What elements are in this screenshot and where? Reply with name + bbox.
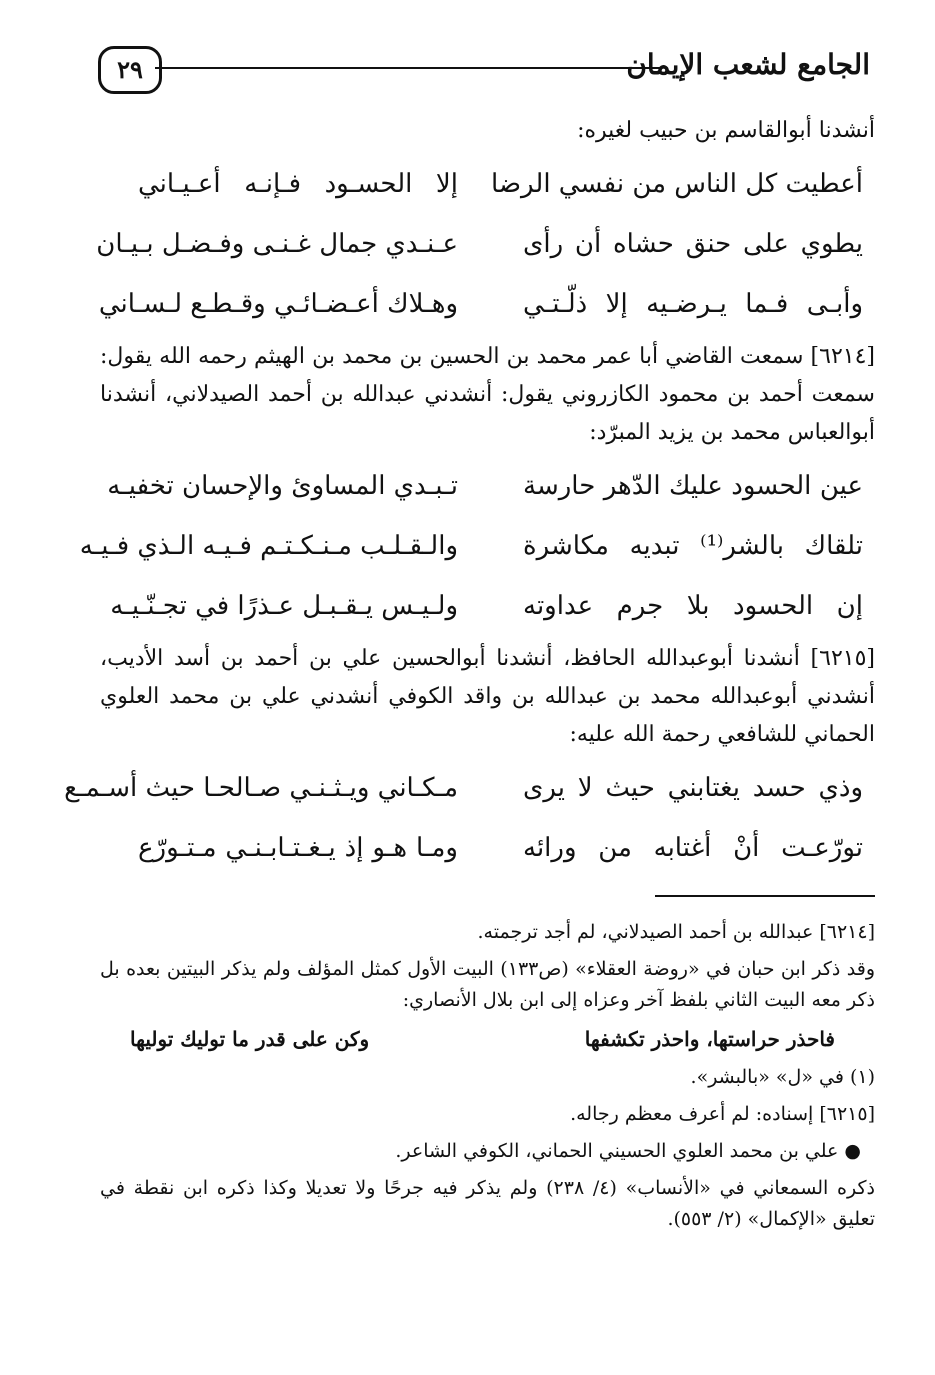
hemistich-second: ومـا هـو إذ يـغـتـابـنـي مـتـورّع [138, 833, 458, 863]
paragraph-6215: [٦٢١٥] أنشدنا أبوعبدالله الحافظ، أنشدنا أبوالحسين علي بن أحمد بن أسد الأديب، أنشدني أبوعبدالله محمد بن عبدالله بن واقد الكوفي أنشدني علي بن محمد العلوي الحماني للشافعي رحمة الله عليه: [100, 646, 875, 747]
footnote-6215-c: ذكره السمعاني في «الأنساب» (٤/ ٢٣٨) ولم يذكر فيه جرحًا ولا تعديلا وكذا ذكره ابن نقطة في تعليق «الإكمال» (٢/ ٥٥٣). [100, 1177, 875, 1230]
hemistich-second: عـنـدي جمال غـنـى وفـضـل بـيـان [96, 229, 458, 259]
footnote-verse [100, 1022, 875, 1056]
hemistich-second: وهـلاك أعـضـائـي وقـطـع لـسـاني [98, 289, 458, 319]
verse [64, 758, 875, 818]
hemistich-first: أعطيت كل الناس من نفسي الرضا [491, 169, 863, 199]
hemistich-second: وكن على قدر ما توليك توليها [130, 1027, 370, 1051]
header-rule [155, 67, 660, 69]
hemistich-second: والـقـلـب مـنـكـتـم فـيـه الـذي فـيـه [79, 531, 458, 561]
footnote-6215-a: [٦٢١٥] إسناده: لم أعرف معظم رجاله. [570, 1103, 875, 1125]
footnote-6214-a: [٦٢١٤] عبدالله بن أحمد الصيدلاني، لم أجد ترجمته. [477, 921, 875, 943]
footnote-1: (١) في «ل» «بالبشر». [690, 1066, 875, 1088]
poem-1 [96, 154, 875, 334]
footnote-6214-b: وقد ذكر ابن حبان في «روضة العقلاء» (ص١٣٣) البيت الأول كمثل المؤلف ولم يذكر البيتين بعده بل ذكر معه البيت الثاني بلفظ آخر وعزاه إلى ابن بلال الأنصاري: [100, 958, 875, 1011]
page-number-badge: ٢٩ [98, 46, 162, 94]
hemistich-first: إن الحسود بلا جرم عداوته [523, 591, 863, 621]
hemistich-first: تلقاك بالشر⁽¹⁾ تبديه مكاشرة [523, 531, 864, 561]
intro-line: أنشدنا أبوالقاسم بن حبيب لغيره: [577, 118, 875, 143]
verse [79, 516, 875, 576]
hemistich-first: وأبـى فـما يـرضـيه إلا ذلّـتـي [523, 289, 863, 319]
hemistich-first: عين الحسود عليك الدّهر حارسة [523, 471, 863, 501]
main-text [64, 112, 875, 882]
hemistich-second: تـبـدي المساوئ والإحسان تخفيـه [107, 471, 458, 501]
hemistich-second: إلا الحسـود فـإنـه أعـيـاني [138, 169, 458, 199]
verse [100, 154, 875, 214]
hemistich-second: ولـيـس يـقـبـل عـذرًا في تجـنّـيـه [110, 591, 458, 621]
verse [100, 576, 875, 636]
footnotes [100, 895, 875, 1241]
running-title: الجامع لشعب الإيمان [626, 48, 870, 81]
hemistich-first: تورّعـت أنْ أغتابه من ورائه [523, 833, 863, 863]
verse [100, 456, 875, 516]
hemistich-first: فاحذر حراستها، واحذر تكشفها [584, 1027, 835, 1051]
hemistich-first: يطوي على حنق حشاه أن رأى [523, 229, 863, 259]
footnote-rule [655, 895, 875, 897]
hemistich-first: وذي حسد يغتابني حيث لا يرى [523, 773, 863, 803]
page-header [95, 40, 870, 106]
hemistich-second: مـكـاني ويـثـنـي صـالحـا حيث أسـمـع [64, 773, 458, 803]
verse [100, 818, 875, 878]
verse [100, 274, 875, 334]
verse [96, 214, 875, 274]
poem-3 [64, 758, 875, 878]
footnote-6215-b: ● علي بن محمد العلوي الحسيني الحماني، الكوفي الشاعر. [395, 1140, 861, 1162]
poem-2 [79, 456, 875, 636]
paragraph-6214: [٦٢١٤] سمعت القاضي أبا عمر محمد بن الحسين بن محمد بن الهيثم رحمه الله يقول: سمعت أحمد بن محمود الكازروني يقول: أنشدني عبدالله بن أحمد الصيدلاني، أنشدنا أبوالعباس محمد بن يزيد المبرّد: [100, 344, 875, 445]
